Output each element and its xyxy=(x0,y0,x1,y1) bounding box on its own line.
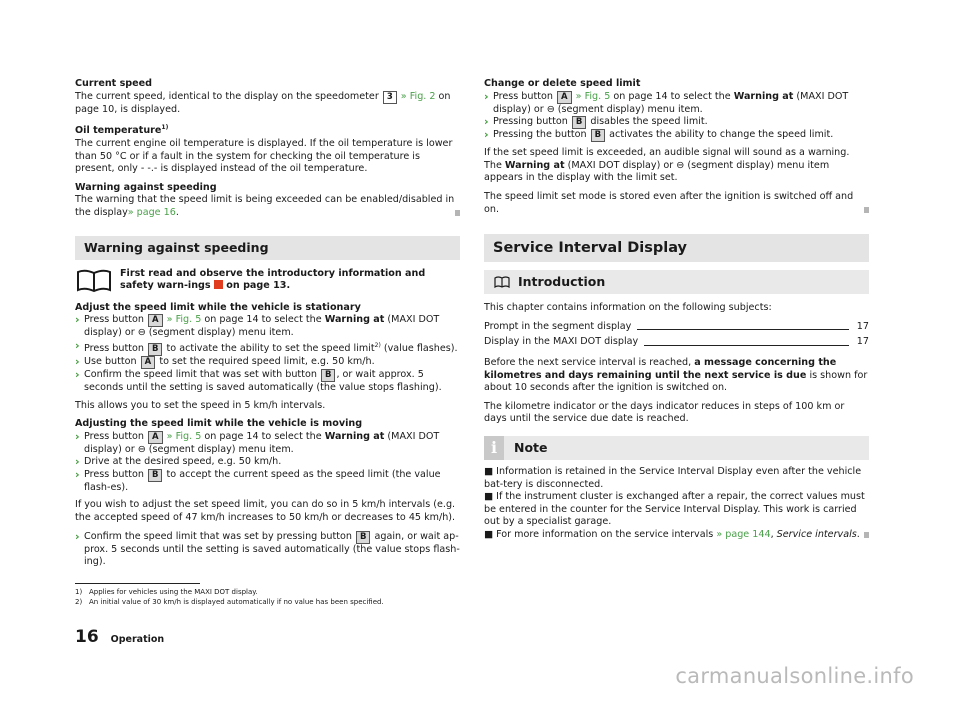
step-text-part: Press button xyxy=(84,314,147,326)
current-speed-text-end: on page 10, is displayed. xyxy=(75,90,451,115)
read-first-notice xyxy=(75,268,460,294)
stored-text: The speed limit set mode is stored even after the ignition is switched off and on. xyxy=(484,190,854,215)
warning-block xyxy=(75,182,460,220)
step-text-part: (value flashes). xyxy=(380,342,458,354)
step-text-part: Press button xyxy=(84,468,147,480)
toc-page: 17 xyxy=(856,320,869,332)
step-item xyxy=(75,431,460,457)
step-text-part: again, or wait ap-prox. 5 seconds until the setting is saved automatically (the value stops flash-ing). xyxy=(84,530,460,568)
warning-text-end: . xyxy=(175,206,179,218)
toc-row[interactable] xyxy=(484,321,869,334)
read-first-text-b: on page 13. xyxy=(222,280,291,292)
step-arrow-icon: › xyxy=(75,529,80,543)
section-heading-warning: Warning against speeding xyxy=(75,236,460,260)
watermark: carmanualsonline.info xyxy=(675,664,914,688)
info-icon: i xyxy=(484,436,504,460)
footnote-ref: 2) xyxy=(374,341,381,349)
step-text-part: Press button xyxy=(84,342,147,354)
current-speed-heading: Current speed xyxy=(75,78,153,89)
page144-link[interactable]: » page 144 xyxy=(716,528,771,540)
step-text-part: on page 14 to select the xyxy=(201,430,325,442)
before-paragraph xyxy=(484,357,869,395)
button-b-label: B xyxy=(591,129,605,142)
note3-text-a: ■ For more information on the service intervals xyxy=(484,528,717,540)
section-heading-service: Service Interval Display xyxy=(484,234,869,262)
step-text-part: Press button xyxy=(493,90,556,102)
section-end-marker xyxy=(864,532,869,538)
introduction-heading xyxy=(484,270,869,294)
confirm-steps xyxy=(75,531,460,569)
step-text-part: Use button xyxy=(84,355,140,367)
step-text xyxy=(493,91,869,117)
section-end-marker xyxy=(864,207,869,213)
step-text xyxy=(84,431,460,457)
footnote-number: 1) xyxy=(75,588,83,596)
note-item xyxy=(484,529,869,542)
note3-text-b: , xyxy=(770,528,777,540)
change-steps xyxy=(484,91,869,143)
before-text-a: Before the next service interval is reached, xyxy=(484,356,695,368)
book-small-icon xyxy=(494,276,510,288)
before-text-b: is shown for about 10 seconds after the ignition is switched on. xyxy=(484,369,868,394)
step-text-part: (MAXI DOT display) or ⊖ (segment display) menu item. xyxy=(84,314,440,339)
warning-text: The warning that the speed limit is being exceeded can be enabled/disabled in the display xyxy=(75,194,455,218)
step-text: Drive at the desired speed, e.g. 50 km/h. xyxy=(84,456,282,468)
five-kmh-text: This allows you to set the speed in 5 km/h intervals. xyxy=(75,399,326,411)
exceed-text-b: (MAXI DOT display) or ⊖ (segment display) menu item appears in the display with the limit set. xyxy=(484,159,830,184)
stationary-heading: Adjust the speed limit while the vehicle is stationary xyxy=(75,301,361,313)
exceed-paragraph xyxy=(484,147,869,185)
footnote-text: Applies for vehicles using the MAXI DOT display. xyxy=(89,588,258,596)
step-text-part: on page 14 to select the xyxy=(610,90,734,102)
step-text-part: Pressing button xyxy=(493,116,571,128)
step-text-part: to activate the ability to set the speed limit xyxy=(163,342,375,354)
menu-item-name: Warning at xyxy=(324,314,385,326)
button-a-label: A xyxy=(141,356,156,369)
step-text xyxy=(84,469,460,495)
step-text-part: Confirm the speed limit that was set by pressing button xyxy=(84,530,355,542)
step-text xyxy=(84,369,460,395)
step-arrow-icon: › xyxy=(484,115,489,129)
step-arrow-icon: › xyxy=(75,467,80,481)
toc-label: Prompt in the segment display xyxy=(484,320,632,332)
step-arrow-icon: › xyxy=(484,128,489,142)
fig2-link[interactable]: » Fig. 2 xyxy=(400,90,436,102)
step-item xyxy=(75,456,460,469)
step-text-part: activates the ability to change the speed limit. xyxy=(606,129,834,141)
note-item: ■ If the instrument cluster is exchanged after a repair, the correct values must be entered in the counter for the Service Interval Display. This work is carried out by a specialist garage. xyxy=(484,491,865,528)
step-text-part: to accept the current speed as the speed limit (the value flash-es). xyxy=(84,468,441,493)
adjust-paragraph: If you wish to adjust the set speed limit, you can do so in 5 km/h intervals (e.g. the accepted speed of 47 km/h increases to 50 km/h or decreases to 45 km/h). xyxy=(75,499,456,524)
chapter-label: Operation xyxy=(110,634,165,645)
read-first-text xyxy=(120,268,460,293)
step-text xyxy=(84,356,460,369)
page16-link[interactable]: » page 16 xyxy=(127,206,176,218)
step-text xyxy=(493,129,869,142)
button-a-label: A xyxy=(148,314,163,327)
figure-link[interactable]: » Fig. 5 xyxy=(163,430,202,442)
step-arrow-icon: › xyxy=(75,338,80,352)
footnote-ref-1: 1) xyxy=(161,124,169,132)
button-b-label: B xyxy=(148,469,162,482)
before-bold: a message concerning the kilometres and days remaining until the next service is due xyxy=(484,356,837,381)
page-footer xyxy=(75,627,164,647)
step-text-part: , or wait approx. 5 seconds until the setting is saved automatically (the value stops flashing). xyxy=(84,368,442,393)
toc-row[interactable] xyxy=(484,336,869,349)
step-item xyxy=(75,531,460,569)
footnote xyxy=(75,597,475,607)
step-arrow-icon: › xyxy=(75,367,80,381)
exceed-bold: Warning at xyxy=(504,159,565,171)
step-arrow-icon: › xyxy=(75,354,80,368)
figure-link[interactable]: » Fig. 5 xyxy=(163,314,202,326)
step-text xyxy=(84,531,460,569)
menu-item-name: Warning at xyxy=(324,430,385,442)
exceed-text-a: If the set speed limit is exceeded, an audible signal will sound as a warning. The xyxy=(484,147,850,171)
current-speed-text: The current speed, identical to the display on the speedometer xyxy=(75,90,382,102)
page-number: 16 xyxy=(75,627,99,647)
step-arrow-icon: › xyxy=(484,89,489,103)
step-item xyxy=(484,91,869,117)
toc-label: Display in the MAXI DOT display xyxy=(484,336,639,348)
note-heading xyxy=(484,436,869,460)
speedometer-callout-3: 3 xyxy=(383,91,397,104)
oil-temp-title: Oil temperature xyxy=(75,125,162,137)
step-text-part: on page 14 to select the xyxy=(201,314,325,326)
current-speed-block xyxy=(75,78,460,116)
step-item xyxy=(484,116,869,129)
moving-heading: Adjusting the speed limit while the vehicle is moving xyxy=(75,418,363,430)
footnote-number: 2) xyxy=(75,598,83,606)
step-item xyxy=(75,356,460,369)
step-text-part: Pressing the button xyxy=(493,129,590,141)
service-intervals-ref: Service intervals xyxy=(776,528,857,540)
right-column xyxy=(484,78,869,541)
step-text-part: Press button xyxy=(84,430,147,442)
toc-page: 17 xyxy=(856,336,869,348)
chapter-info: This chapter contains information on the following subjects: xyxy=(484,302,772,314)
oil-temp-heading xyxy=(75,122,460,138)
step-item xyxy=(75,369,460,395)
button-b-label: B xyxy=(321,369,335,382)
footnote-text: An initial value of 30 km/h is displayed automatically if no value has been specified. xyxy=(89,598,384,606)
footnotes xyxy=(75,583,475,607)
moving-steps xyxy=(75,431,460,495)
step-text-part: (MAXI DOT display) or ⊖ (segment display) menu item. xyxy=(493,90,849,115)
step-arrow-icon: › xyxy=(75,455,80,469)
step-text xyxy=(84,314,460,340)
step-text-part: (MAXI DOT display) or ⊖ (segment display) menu item. xyxy=(84,430,440,455)
note3-text-c: . xyxy=(856,528,860,540)
step-item xyxy=(75,469,460,495)
stationary-steps xyxy=(75,314,460,394)
step-arrow-icon: › xyxy=(75,429,80,443)
step-text-part: Confirm the speed limit that was set with button xyxy=(84,368,320,380)
warning-icon xyxy=(214,280,223,289)
oil-temp-block xyxy=(75,122,460,176)
warning-heading: Warning against speeding xyxy=(75,181,217,193)
introduction-title: Introduction xyxy=(518,274,606,290)
left-column xyxy=(75,78,460,569)
note-label: Note xyxy=(514,439,548,455)
section-end-marker xyxy=(455,210,460,216)
stored-paragraph xyxy=(484,191,869,216)
step-arrow-icon: › xyxy=(75,313,80,327)
button-b-label: B xyxy=(148,343,162,356)
step-text xyxy=(84,340,460,356)
step-text xyxy=(493,116,869,129)
toc-leader xyxy=(637,329,849,330)
read-first-text-a: First read and observe the introductory information and safety warn-ings xyxy=(120,267,426,292)
figure-link[interactable]: » Fig. 5 xyxy=(572,90,611,102)
step-item xyxy=(75,340,460,356)
step-item xyxy=(75,314,460,340)
button-b-label: B xyxy=(356,531,370,544)
toc-leader xyxy=(644,345,849,346)
footnote-rule xyxy=(75,583,200,584)
change-heading: Change or delete speed limit xyxy=(484,78,641,89)
step-text-part: disables the speed limit. xyxy=(587,116,708,128)
oil-temp-text: The current engine oil temperature is displayed. If the oil temperature is lower than 50 °C or if a fault in the system for checking the oil temperature is present, only - -.- is displayed instead of the oil temperature. xyxy=(75,137,453,175)
button-a-label: A xyxy=(557,91,572,104)
footnote xyxy=(75,587,475,597)
button-b-label: B xyxy=(572,116,586,129)
step-item xyxy=(484,129,869,142)
menu-item-name: Warning at xyxy=(733,90,794,102)
step-text-part: to set the required speed limit, e.g. 50 km/h. xyxy=(156,355,375,367)
button-a-label: A xyxy=(148,431,163,444)
book-icon xyxy=(75,268,113,294)
note-item: ■ Information is retained in the Service Interval Display even after the vehicle bat-tery is disconnected. xyxy=(484,465,862,490)
km-paragraph: The kilometre indicator or the days indicator reduces in steps of 100 km or days until the service due date is reached. xyxy=(484,400,845,425)
